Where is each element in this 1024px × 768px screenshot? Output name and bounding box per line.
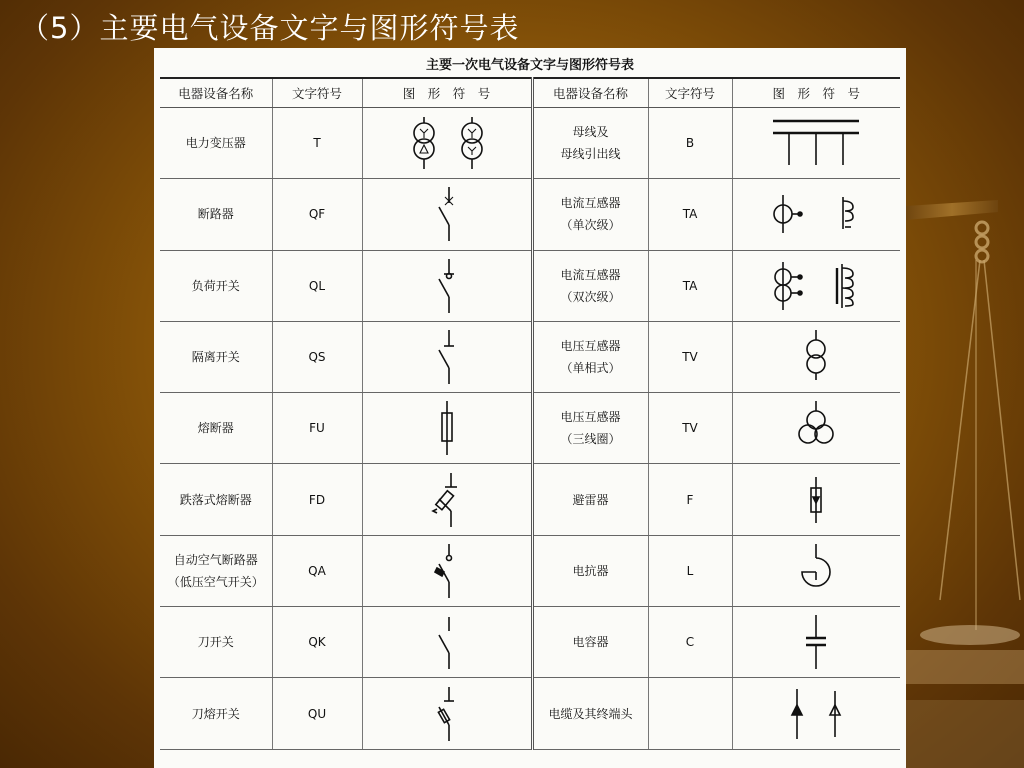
- fuse-switch-icon: [417, 685, 477, 743]
- text-symbol: C: [648, 607, 732, 678]
- device-name: 电压互感器 （三线圈）: [532, 393, 648, 464]
- table-header-row: [160, 78, 900, 108]
- device-name: 刀熔开关: [160, 678, 272, 749]
- table-row: [160, 393, 900, 464]
- header-text-symbol: 文字符号: [272, 78, 362, 108]
- text-symbol: TV: [648, 393, 732, 464]
- device-name: 刀开关: [160, 607, 272, 678]
- table-row: [160, 535, 900, 606]
- device-name: 电压互感器 （单相式）: [532, 321, 648, 392]
- air-circuit-breaker-icon: [417, 542, 477, 600]
- device-name: 负荷开关: [160, 250, 272, 321]
- text-symbol: QS: [272, 321, 362, 392]
- symbol-table: [160, 77, 900, 750]
- disconnector-icon: [417, 328, 477, 386]
- text-symbol: TA: [648, 179, 732, 250]
- surge-arrester-icon: [786, 471, 846, 529]
- device-name: 断路器: [160, 179, 272, 250]
- text-symbol: QU: [272, 678, 362, 749]
- voltage-transformer-single-icon: [786, 328, 846, 386]
- current-transformer-double-icon: [761, 258, 871, 314]
- power-transformer-icon: [392, 115, 502, 171]
- text-symbol: [648, 678, 732, 749]
- table-row: [160, 250, 900, 321]
- table-row: [160, 464, 900, 535]
- drop-out-fuse-icon: [417, 471, 477, 529]
- table-row: [160, 179, 900, 250]
- device-name: 跌落式熔断器: [160, 464, 272, 535]
- device-name: 避雷器: [532, 464, 648, 535]
- device-name: 电力变压器: [160, 108, 272, 179]
- text-symbol: FU: [272, 393, 362, 464]
- table-row: [160, 678, 900, 749]
- device-name: 隔离开关: [160, 321, 272, 392]
- text-symbol: B: [648, 108, 732, 179]
- header-graphic-symbol: 图 形 符 号: [362, 78, 532, 108]
- table-row: [160, 321, 900, 392]
- device-name: 自动空气断路器 （低压空气开关）: [160, 535, 272, 606]
- table-row: [160, 108, 900, 179]
- text-symbol: TA: [648, 250, 732, 321]
- device-name: 电容器: [532, 607, 648, 678]
- current-transformer-single-icon: [761, 189, 871, 239]
- device-name: 电抗器: [532, 535, 648, 606]
- cable-terminal-icon: [761, 685, 871, 743]
- text-symbol: QA: [272, 535, 362, 606]
- text-symbol: QK: [272, 607, 362, 678]
- device-name: 母线及 母线引出线: [532, 108, 648, 179]
- text-symbol: T: [272, 108, 362, 179]
- text-symbol: L: [648, 535, 732, 606]
- circuit-breaker-icon: [417, 185, 477, 243]
- symbol-table-document: [154, 48, 906, 768]
- table-caption: 主要一次电气设备文字与图形符号表: [425, 58, 634, 73]
- voltage-transformer-three-coil-icon: [781, 399, 851, 457]
- text-symbol: QL: [272, 250, 362, 321]
- capacitor-icon: [786, 613, 846, 671]
- reactor-icon: [786, 542, 846, 600]
- device-name: 电缆及其终端头: [532, 678, 648, 749]
- slide-title: （5）主要电气设备文字与图形符号表: [20, 11, 520, 45]
- header-device-name: 电器设备名称: [160, 78, 272, 108]
- load-switch-icon: [417, 257, 477, 315]
- header-text-symbol-right: 文字符号: [648, 78, 732, 108]
- busbar-icon: [761, 115, 871, 171]
- device-name: 电流互感器 （单次级）: [532, 179, 648, 250]
- text-symbol: TV: [648, 321, 732, 392]
- device-name: 熔断器: [160, 393, 272, 464]
- text-symbol: FD: [272, 464, 362, 535]
- text-symbol: F: [648, 464, 732, 535]
- device-name: 电流互感器 （双次级）: [532, 250, 648, 321]
- knife-switch-icon: [417, 613, 477, 671]
- text-symbol: QF: [272, 179, 362, 250]
- table-row: [160, 607, 900, 678]
- header-device-name-right: 电器设备名称: [532, 78, 648, 108]
- header-graphic-symbol-right: 图 形 符 号: [732, 78, 900, 108]
- fuse-icon: [417, 399, 477, 457]
